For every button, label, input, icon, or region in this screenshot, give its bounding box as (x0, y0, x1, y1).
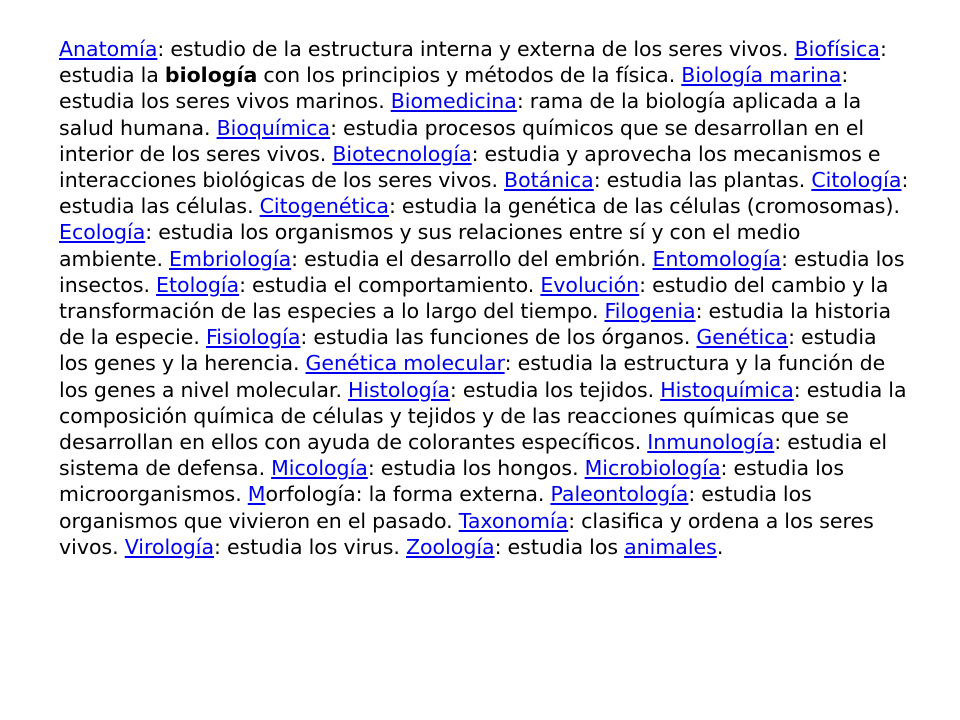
link-biofísica[interactable]: Biofísica (794, 37, 880, 61)
definition-text: : estudia el sistema de defensa. (59, 430, 888, 481)
definition-text: : estudia los genes y la herencia. (59, 325, 877, 376)
link-filogenia[interactable]: Filogenia (604, 299, 696, 324)
definition-text: : estudia los organismos que vivieron en el pasado. (59, 482, 812, 533)
link-biología-marina[interactable]: Biología marina (681, 63, 842, 88)
link-histología[interactable]: Histología (348, 377, 450, 402)
definition-text: : estudia las células. (59, 168, 909, 219)
link-biotecnología[interactable]: Biotecnología (332, 141, 472, 166)
link-entomología[interactable]: Entomología (652, 246, 782, 271)
final-punctuation: . (716, 534, 724, 559)
definition-text: orfología: la forma externa. (265, 482, 551, 507)
definition-text: : estudia los organismos y sus relaciones entre sí y con el medio ambiente. (59, 220, 801, 271)
definition-text: : estudia y aprovecha los mecanismos e interacciones biológicas de los seres vivos. (59, 141, 881, 193)
definition-text: : estudio de la estructura interna y externa de los seres vivos. (157, 37, 795, 61)
link-citogenética[interactable]: Citogenética (259, 194, 389, 219)
link-bioquímica[interactable]: Bioquímica (216, 115, 331, 140)
definition-text: : estudia el comportamiento. (239, 272, 541, 297)
definition-text: : estudia las plantas. (593, 168, 812, 193)
definition-text: : rama de la biología aplicada a la salud humana. (59, 89, 862, 140)
link-microbiología[interactable]: Microbiología (584, 456, 721, 481)
definition-text: : estudia los tejidos. (449, 377, 661, 402)
link-biomedicina[interactable]: Biomedicina (390, 89, 517, 114)
definition-text: : estudia los microorganismos. (59, 456, 844, 507)
definition-text: con los principios y métodos de la física. (257, 63, 682, 88)
link-zoología[interactable]: Zoología (405, 534, 495, 559)
link-taxonomía[interactable]: Taxonomía (458, 508, 569, 533)
definition-text: : estudia la composición química de células y tejidos y de las reacciones químicas que se desarrollan en ellos con ayuda de colorantes específicos. (59, 377, 907, 455)
definition-text: : estudia el desarrollo del embrión. (291, 246, 653, 271)
link-inmunología[interactable]: Inmunología (647, 430, 775, 455)
link-virología[interactable]: Virología (124, 534, 215, 559)
link-genética[interactable]: Genética (696, 325, 789, 350)
definition-text: : estudia los insectos. (59, 246, 905, 297)
definition-text: : estudia los seres vivos marinos. (59, 63, 849, 114)
definition-text: : estudia la (59, 37, 887, 88)
link-fisiología[interactable]: Fisiología (205, 325, 301, 350)
link-anatomía[interactable]: Anatomía (59, 37, 158, 61)
biology-branches-paragraph (59, 36, 909, 560)
definition-bold-text: biología (164, 63, 258, 88)
link-animales[interactable]: animales (624, 534, 717, 559)
link-botánica[interactable]: Botánica (504, 168, 594, 193)
link-paleontología[interactable]: Paleontología (550, 482, 689, 507)
definition-text: : estudia las funciones de los órganos. (300, 325, 697, 350)
definition-text: : estudia procesos químicos que se desarrollan en el interior de los seres vivos. (59, 115, 865, 166)
definition-text: : estudia la genética de las células (cromosomas). (389, 194, 900, 219)
link-micología[interactable]: Micología (271, 456, 368, 481)
definition-text: : estudia los virus. (214, 534, 406, 559)
link-citología[interactable]: Citología (811, 168, 902, 193)
definition-text: : estudia los (494, 534, 625, 559)
definition-text: : estudia la historia de la especie. (59, 299, 892, 350)
link-ecología[interactable]: Ecología (59, 220, 146, 245)
link-evolución[interactable]: Evolución (540, 272, 640, 297)
link-etología[interactable]: Etología (156, 272, 240, 297)
definition-text: : estudio del cambio y la transformación de las especies a lo largo del tiempo. (59, 272, 889, 324)
link-histoquímica[interactable]: Histoquímica (660, 377, 794, 402)
link-embriología[interactable]: Embriología (169, 246, 292, 271)
link-genética-molecular[interactable]: Genética molecular (305, 351, 505, 376)
definition-text: : clasifica y ordena a los seres vivos. (59, 508, 874, 559)
definition-text: : estudia la estructura y la función de los genes a nivel molecular. (59, 351, 886, 402)
link-m[interactable]: M (247, 482, 266, 507)
definition-text: : estudia los hongos. (367, 456, 585, 481)
